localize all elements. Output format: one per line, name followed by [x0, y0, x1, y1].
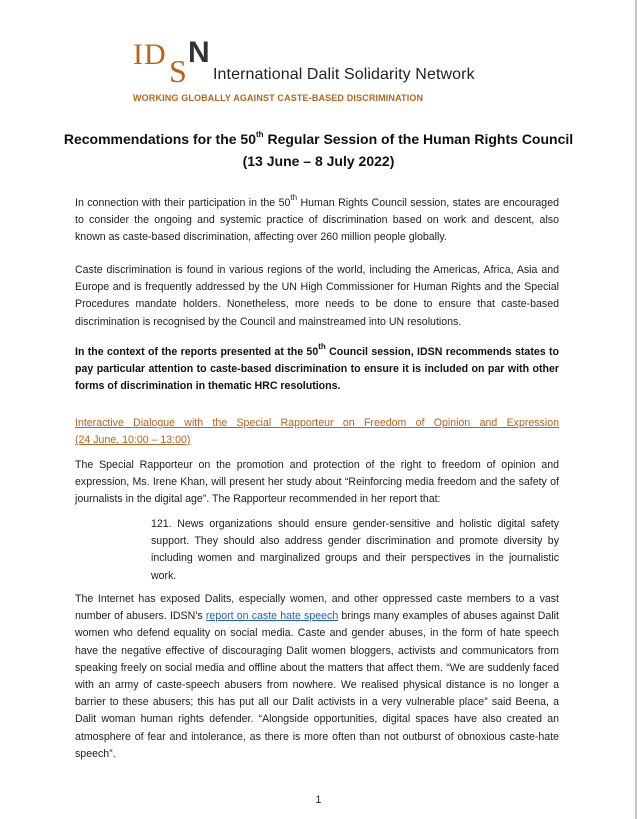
title-line-2: (13 June – 8 July 2022)	[242, 153, 395, 169]
document-title	[40, 128, 597, 172]
intro-p3-post: Council session, IDSN recommends states to pay particular attention to caste-based discrimination to ensure it is included on par with other forms of discrimination in thematic HRC resolutions.	[75, 346, 559, 393]
caste-hate-speech-report-link[interactable]: report on caste hate speech	[205, 610, 339, 623]
svg-text:S: S	[169, 53, 187, 84]
section-heading-line-2[interactable]: (24 June, 10:00 – 13:00)	[75, 434, 191, 447]
title-line-1	[40, 128, 597, 150]
section-heading-link[interactable]	[75, 415, 559, 449]
page-number: 1	[315, 794, 322, 806]
intro-p1-sup: th	[290, 193, 298, 203]
section-paragraph-2	[75, 591, 559, 763]
intro-p3-pre: In the context of the reports presented at the 50	[75, 346, 319, 358]
section-heading-line-1[interactable]: Interactive Dialogue with the Special Rapporteur on Freedom of Opinion and Expression	[75, 417, 559, 429]
report-quote: 121. News organizations should ensure gender-sensitive and holistic digital safety support. They should also address gender discrimination and promote diversity by including women and marginalized groups and their perspectives in the journalistic work.	[151, 518, 559, 582]
title-line-1-post: Regular Session of the Human Rights Council	[263, 131, 574, 147]
org-name: International Dalit Solidarity Network	[213, 66, 475, 83]
intro-paragraph-2: Caste discrimination is found in various regions of the world, including the Americas, Africa, Asia and Europe and is frequently addressed by the UN High Commissioner for Human Rights and the Special Procedures mandate holders. Nonetheless, more needs to be done to ensure that caste-based discrimination is recognised by the Council and mainstreamed into UN resolutions.	[75, 264, 559, 328]
idsn-logo-mark	[133, 36, 225, 84]
svg-text:I: I	[133, 38, 143, 71]
idsn-logo	[133, 36, 513, 106]
section-p2-post: brings many examples of abuses against Dalit women who defend equality on social media. Caste and gender abuses, in the form of hate speech have the negative effective of discouraging Dalit women bloggers, activists and communicators from speaking freely on social media and offline about the matters that affect them. “We are suddenly faced with an army of caste-speech abusers from nowhere. We realised physical distance is no longer a barrier to these abusers; this has put all our Dalit activists in a very vulnerable place” said Beena, a Dalit woman human rights defender. “Alongside opportunities, digital spaces have also created an atmosphere of fear and intolerance, as there is more often than not outburst of obnoxious caste-hate speech”.	[75, 610, 559, 760]
section-paragraph-1: The Special Rapporteur on the promotion and protection of the right to freedom of opinion and expression, Ms. Irene Khan, will present her study about “Reinforcing media freedom and the safety of journalists in the digital age”. The Rapporteur recommended in her report that:	[75, 459, 559, 506]
org-tagline: WORKING GLOBALLY AGAINST CASTE-BASED DISCRIMINATION	[133, 93, 424, 103]
svg-text:D: D	[144, 38, 166, 71]
title-line-1-pre: Recommendations for the 50	[63, 131, 256, 147]
intro-p3-sup: th	[318, 342, 326, 352]
svg-text:N: N	[188, 36, 210, 69]
intro-p1-pre: In connection with their participation in the 50	[75, 197, 291, 209]
intro-p1-post: Human Rights Council session, states are encouraged to consider the ongoing and systemic practice of discrimination based on work and descent, also known as caste-based discrimination, affecting over 260 million people globally.	[75, 197, 559, 244]
title-line-1-sup: th	[256, 130, 264, 140]
section-p2-pre: The Internet has exposed Dalits, especially women, and other oppressed caste members to a vast number of abusers. IDSN’s	[75, 593, 559, 623]
intro-paragraph-1	[75, 195, 559, 247]
intro-paragraph-3	[75, 344, 559, 396]
